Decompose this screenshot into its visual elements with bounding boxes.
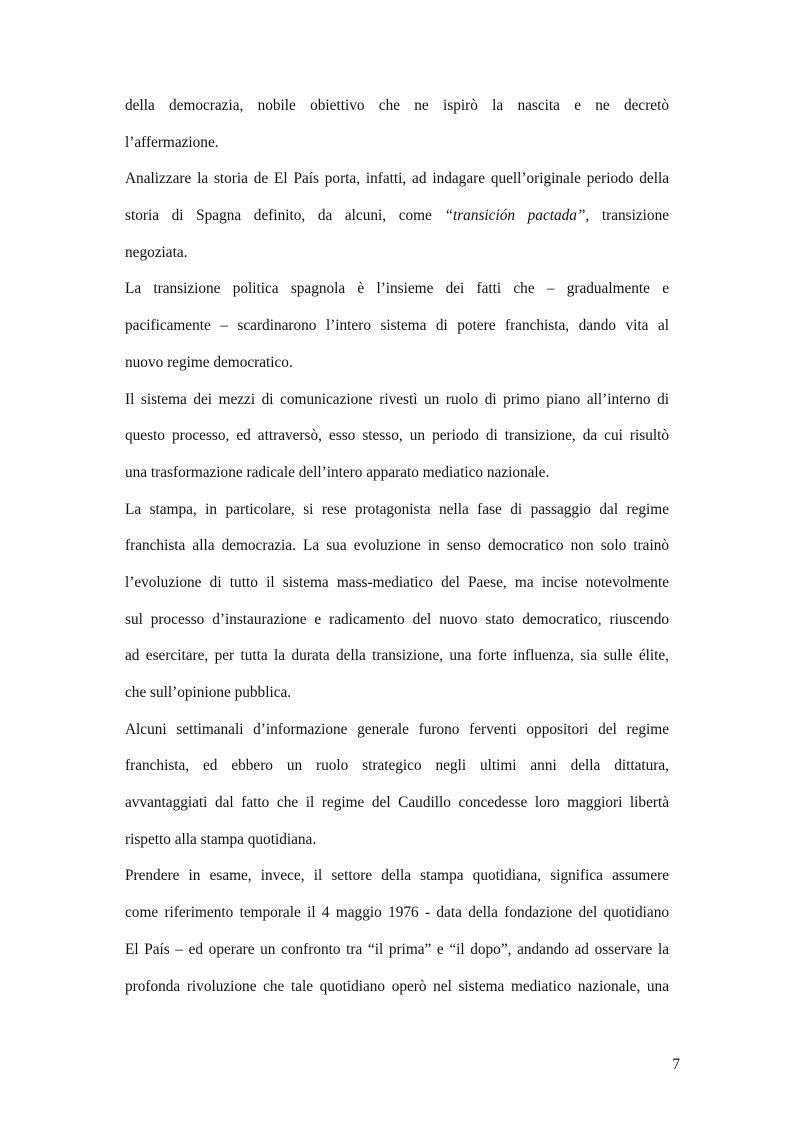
text-line: avvantaggiati dal fatto che il regime del Caudillo concedesse loro maggiori libertà xyxy=(125,794,669,812)
text-line: pacificamente – scardinarono l’intero sistema di potere franchista, dando vita al xyxy=(125,317,669,335)
text-line: l’affermazione. xyxy=(125,133,219,151)
text-line: Alcuni settimanali d’informazione generale furono ferventi oppositori del regime xyxy=(125,720,669,738)
text-line: Prendere in esame, invece, il settore della stampa quotidiana, significa assumere xyxy=(125,867,669,885)
text-line: negoziata. xyxy=(125,243,188,261)
text-line: La transizione politica spagnola è l’insieme dei fatti che – gradualmente e xyxy=(125,280,669,298)
text-line: come riferimento temporale il 4 maggio 1976 - data della fondazione del quotidiano xyxy=(125,904,669,922)
text-line: El País – ed operare un confronto tra “il prima” e “il dopo”, andando ad osservare la xyxy=(125,940,669,958)
text-segment: transizione xyxy=(589,207,670,225)
text-line: profonda rivoluzione che tale quotidiano operò nel sistema mediatico nazionale, una xyxy=(125,977,669,995)
text-line: Il sistema dei mezzi di comunicazione rivestì un ruolo di primo piano all’interno di xyxy=(125,390,669,408)
italic-phrase: “transición pactada”, xyxy=(444,207,590,225)
text-line: che sull’opinione pubblica. xyxy=(125,684,292,701)
text-line: della democrazia, nobile obiettivo che ne ispirò la nascita e ne decretò xyxy=(125,97,669,114)
text-line: ad esercitare, per tutta la durata della transizione, una forte influenza, sia sulle élite, xyxy=(125,647,669,665)
text-line: sul processo d’instaurazione e radicamento del nuovo stato democratico, riuscendo xyxy=(125,610,669,628)
text-line: questo processo, ed attraversò, esso stesso, un periodo di transizione, da cui risultò xyxy=(125,427,669,445)
text-line: franchista, ed ebbero un ruolo strategico negli ultimi anni della dittatura, xyxy=(125,757,669,775)
text-line: franchista alla democrazia. La sua evoluzione in senso democratico non solo trainò xyxy=(125,537,669,555)
text-line xyxy=(125,201,669,238)
text-line: rispetto alla stampa quotidiana. xyxy=(125,830,317,848)
page-number: 7 xyxy=(672,1056,680,1073)
text-line: nuovo regime democratico. xyxy=(125,353,293,371)
document-body xyxy=(125,91,669,1008)
text-line: l’evoluzione di tutto il sistema mass-mediatico del Paese, ma incise notevolmente xyxy=(125,573,669,591)
text-line: una trasformazione radicale dell’intero apparato mediatico nazionale. xyxy=(125,463,550,481)
text-line: La stampa, in particolare, si rese protagonista nella fase di passaggio dal regime xyxy=(125,500,669,518)
text-line: Analizzare la storia de El País porta, infatti, ad indagare quell’originale periodo della xyxy=(125,170,669,188)
text-segment: storia di Spagna definito, da alcuni, come xyxy=(125,207,445,225)
